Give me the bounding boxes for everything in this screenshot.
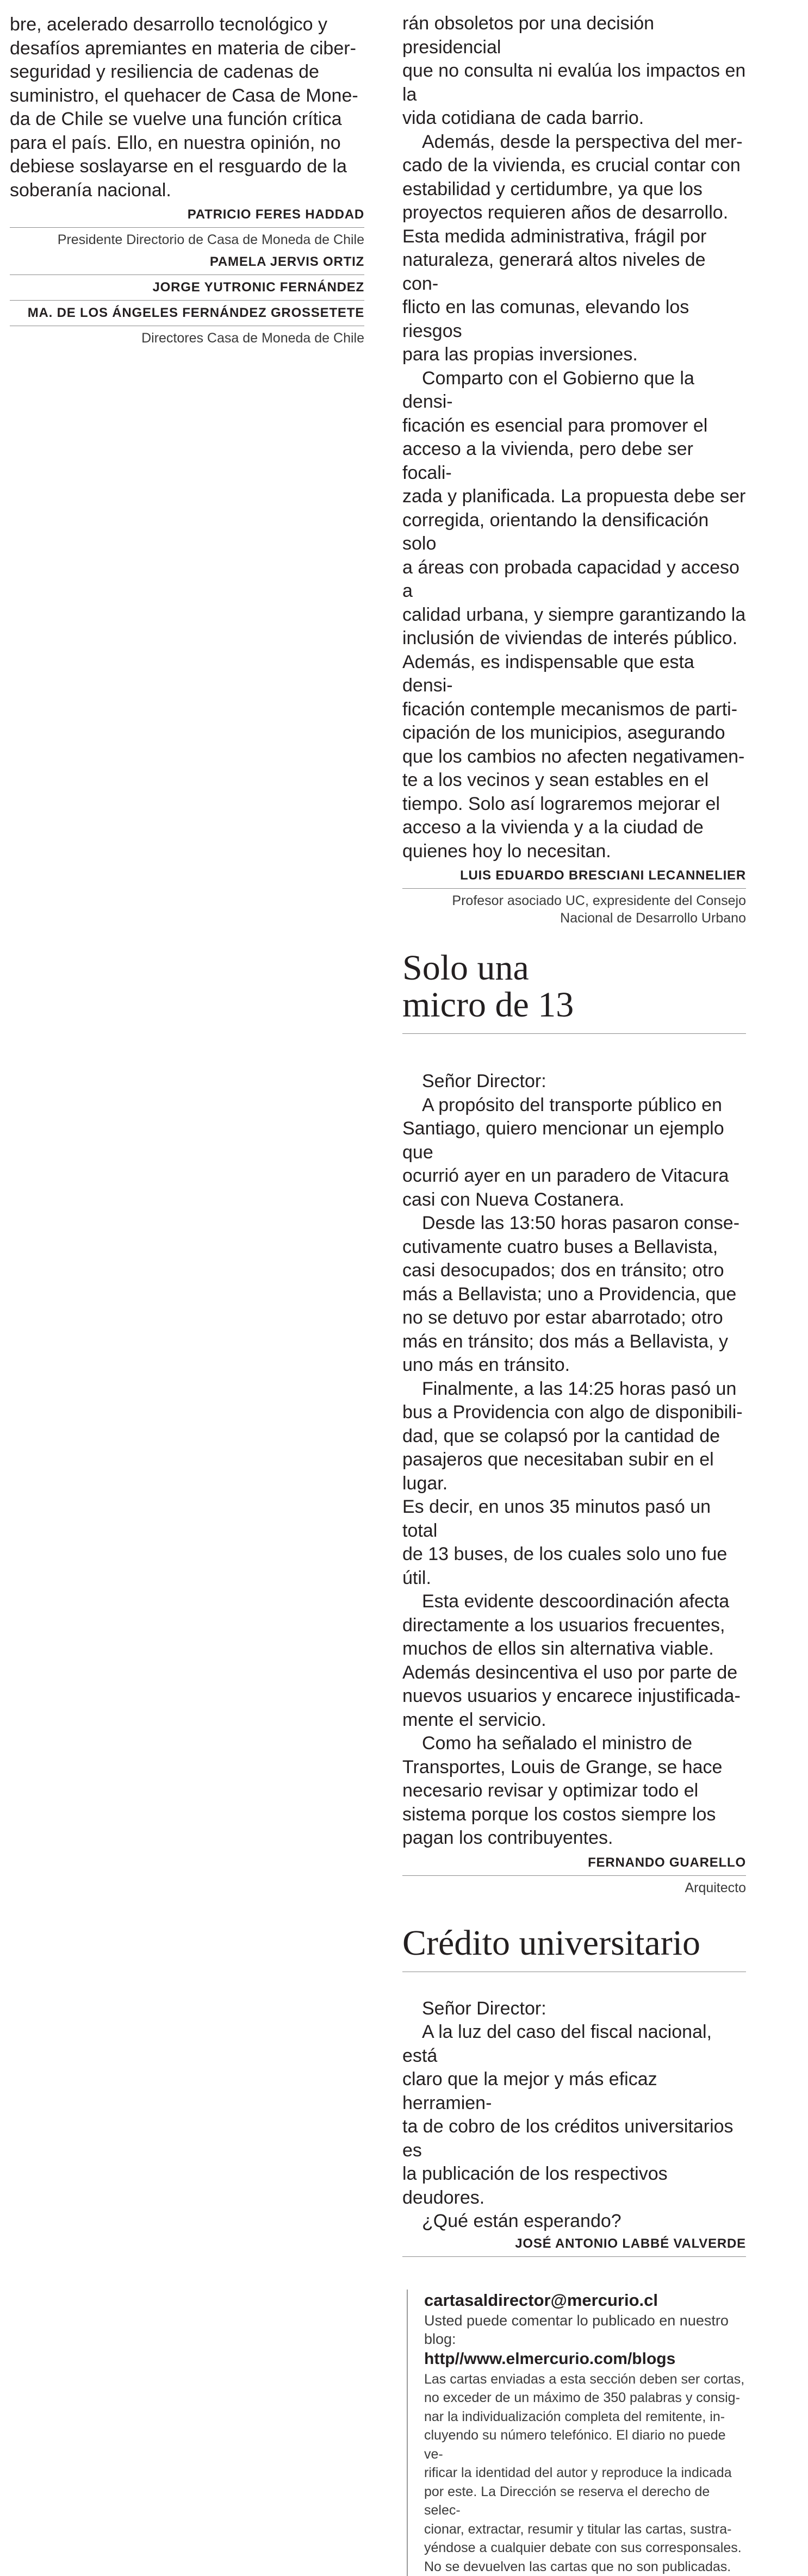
signature-name: PAMELA JERVIS ORTIZ (10, 253, 364, 275)
headline (402, 950, 746, 1034)
headline-line: micro de 13 (402, 987, 746, 1024)
text-line: acceso a la vivienda y a la ciudad de (402, 816, 746, 840)
text-line: para las propias inversiones. (402, 343, 746, 367)
text-line: Finalmente, a las 14:25 horas pasó un (402, 1377, 746, 1401)
letter-credito (402, 1925, 746, 2257)
text-line: zada y planificada. La propuesta debe ser (402, 485, 746, 509)
text-line: dad, que se colapsó por la cantidad de (402, 1425, 746, 1449)
text-line: más en tránsito; dos más a Bellavista, y (402, 1330, 746, 1354)
text-line: casi desocupados; dos en tránsito; otro (402, 1259, 746, 1283)
note-line: cionar, extractar, resumir y titular las cartas, sustra- (424, 2520, 746, 2539)
text-line: ficación contemple mecanismos de parti- (402, 698, 746, 722)
signature-role: Nacional de Desarrollo Urbano (402, 909, 746, 927)
note-line: nar la individualización completa del remitente, in- (424, 2407, 746, 2427)
text-line: que los cambios no afecten negativamen- (402, 745, 746, 769)
note-line: No se devuelven las cartas que no son publicadas. (424, 2558, 746, 2576)
blog-url[interactable]: http//www.elmercurio.com/blogs (424, 2348, 746, 2370)
note-line: rificar la identidad del autor y reproduce la indicada (424, 2463, 746, 2483)
text-line: tiempo. Solo así lograremos mejorar el (402, 793, 746, 816)
text-line: da de Chile se vuelve una función crítica (10, 108, 364, 132)
text-line: ocurrió ayer en un paradero de Vitacura (402, 1164, 746, 1188)
text-line: Además, desde la perspectiva del mer- (402, 130, 746, 154)
headline-line: Solo una (402, 950, 746, 987)
signature-name: LUIS EDUARDO BRESCIANI LECANNELIER (402, 866, 746, 889)
signature-role: Arquitecto (402, 1879, 746, 1897)
signature-name: FERNANDO GUARELLO (402, 1854, 746, 1876)
text-line: Además desincentiva el uso por parte de (402, 1661, 746, 1685)
note-line: no exceder de un máximo de 350 palabras y consig- (424, 2388, 746, 2407)
signature-role: Presidente Directorio de Casa de Moneda de Chile (10, 231, 364, 248)
text-line: vida cotidiana de cada barrio. (402, 107, 746, 130)
signature-name: JOSÉ ANTONIO LABBÉ VALVERDE (402, 2235, 746, 2257)
text-line: a áreas con probada capacidad y acceso a (402, 556, 746, 603)
signature-role: Directores Casa de Moneda de Chile (10, 329, 364, 347)
text-line: A la luz del caso del fiscal nacional, está (402, 2020, 746, 2068)
text-line: necesario revisar y optimizar todo el (402, 1779, 746, 1803)
text-line: A propósito del transporte público en (402, 1094, 746, 1118)
left-column (0, 0, 375, 351)
signature-name: MA. DE LOS ÁNGELES FERNÁNDEZ GROSSETETE (10, 304, 364, 326)
text-line: bus a Providencia con algo de disponibili- (402, 1401, 746, 1425)
text-line: Además, es indispensable que esta densi- (402, 651, 746, 698)
note-line: por este. La Dirección se reserva el derecho de selec- (424, 2483, 746, 2520)
text-line: pasajeros que necesitaban subir en el lugar. (402, 1448, 746, 1495)
contact-email[interactable]: cartasaldirector@mercurio.cl (424, 2290, 746, 2311)
text-line: nuevos usuarios y encarece injustificada- (402, 1685, 746, 1708)
text-line: Comparto con el Gobierno que la densi- (402, 367, 746, 414)
text-line: Santiago, quiero mencionar un ejemplo que (402, 1117, 746, 1164)
letter-density (402, 12, 746, 927)
signature-name: JORGE YUTRONIC FERNÁNDEZ (10, 278, 364, 301)
text-line: ¿Qué están esperando? (402, 2210, 746, 2234)
note-line: yéndose a cualquier debate con sus corresponsales. (424, 2538, 746, 2558)
text-line: ficación es esencial para promover el (402, 414, 746, 438)
text-line: Como ha señalado el ministro de (402, 1732, 746, 1756)
text-line: calidad urbana, y siempre garantizando la (402, 603, 746, 627)
note-line: Las cartas enviadas a esta sección deben ser cortas, (424, 2370, 746, 2389)
left-letter-body (10, 13, 364, 202)
signature-name: PATRICIO FERES HADDAD (10, 205, 364, 228)
text-line: inclusión de viviendas de interés público. (402, 627, 746, 651)
text-line: flicto en las comunas, elevando los riesgos (402, 296, 746, 343)
right-column (375, 0, 808, 2187)
text-line: uno más en tránsito. (402, 1354, 746, 1377)
note-line: cluyendo su número telefónico. El diario no puede ve- (424, 2426, 746, 2463)
text-line: debiese soslayarse en el resguardo de la (10, 155, 364, 179)
text-line: más a Bellavista; uno a Providencia, que (402, 1283, 746, 1307)
text-line: para el país. Ello, en nuestra opinión, no (10, 132, 364, 155)
text-line: Desde las 13:50 horas pasaron conse- (402, 1212, 746, 1236)
text-line: sistema porque los costos siempre los (402, 1803, 746, 1827)
salutation: Señor Director: (402, 1070, 746, 1094)
letter-micro (402, 950, 746, 1897)
left-signatures (10, 205, 364, 347)
text-line: muchos de ellos sin alternativa viable. (402, 1637, 746, 1661)
text-line: quienes hoy lo necesitan. (402, 840, 746, 864)
text-line: suministro, el quehacer de Casa de Mone- (10, 84, 364, 108)
text-line: cipación de los municipios, asegurando (402, 721, 746, 745)
headline: Crédito universitario (402, 1925, 746, 1972)
text-line: bre, acelerado desarrollo tecnológico y (10, 13, 364, 37)
text-line: corregida, orientando la densificación solo (402, 509, 746, 556)
text-line: cado de la vivienda, es crucial contar con (402, 154, 746, 178)
text-line: pagan los contribuyentes. (402, 1826, 746, 1850)
text-line: la publicación de los respectivos deudores. (402, 2162, 746, 2210)
blog-comment-text: Usted puede comentar lo publicado en nuestro blog: (424, 2311, 746, 2348)
text-line: estabilidad y certidumbre, ya que los (402, 178, 746, 202)
signature-role: Profesor asociado UC, expresidente del Consejo (402, 892, 746, 909)
text-line: mente el servicio. (402, 1708, 746, 1732)
salutation: Señor Director: (402, 1997, 746, 2021)
text-line: no se detuvo por estar abarrotado; otro (402, 1306, 746, 1330)
text-line: que no consulta ni evalúa los impactos en la (402, 59, 746, 107)
submission-info-box (407, 2290, 746, 2576)
text-line: proyectos requieren años de desarrollo. (402, 201, 746, 225)
text-line: desafíos apremiantes en materia de ciber- (10, 37, 364, 61)
text-line: rán obsoletos por una decisión presidencial (402, 12, 746, 59)
text-line: seguridad y resiliencia de cadenas de (10, 60, 364, 84)
text-line: Esta evidente descoordinación afecta (402, 1590, 746, 1614)
text-line: te a los vecinos y sean estables en el (402, 769, 746, 793)
text-line: acceso a la vivienda, pero debe ser focali- (402, 438, 746, 485)
text-line: ta de cobro de los créditos universitarios es (402, 2115, 746, 2162)
text-line: cutivamente cuatro buses a Bellavista, (402, 1236, 746, 1259)
text-line: casi con Nueva Costanera. (402, 1188, 746, 1212)
text-line: de 13 buses, de los cuales solo uno fue útil. (402, 1543, 746, 1590)
text-line: Esta medida administrativa, frágil por (402, 225, 746, 249)
text-line: naturaleza, generará altos niveles de con- (402, 248, 746, 296)
text-line: Es decir, en unos 35 minutos pasó un total (402, 1495, 746, 1543)
text-line: soberanía nacional. (10, 179, 364, 203)
text-line: claro que la mejor y más eficaz herramien- (402, 2068, 746, 2115)
text-line: Transportes, Louis de Grange, se hace (402, 1756, 746, 1780)
text-line: directamente a los usuarios frecuentes, (402, 1614, 746, 1638)
